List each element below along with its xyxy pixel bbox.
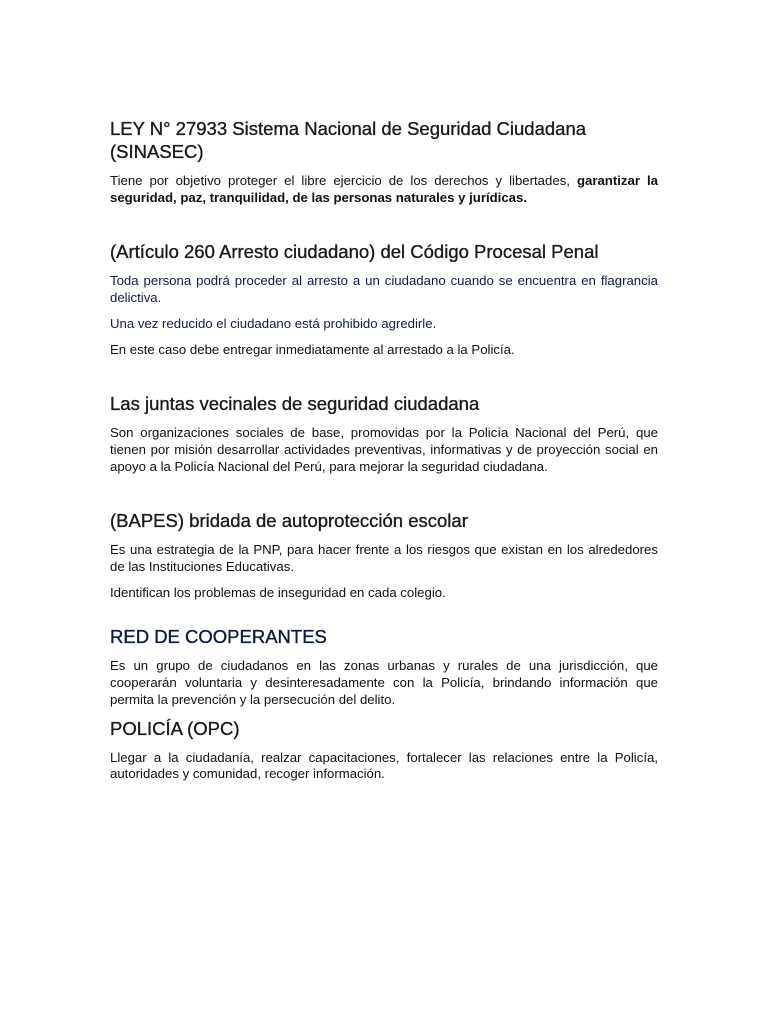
section-red-cooperantes	[110, 625, 658, 708]
paragraph-red-descripcion: Es un grupo de ciudadanos en las zonas urbanas y rurales de una jurisdicción, que cooperarán voluntaria y desinteresadamente con la Policía, brindando información que permita la prevención y la persecución del delito.	[110, 658, 658, 707]
document-page	[110, 117, 658, 783]
heading-red-cooperantes: RED DE COOPERANTES	[110, 626, 327, 648]
heading-articulo-260: (Artículo 260 Arresto ciudadano) del Código Procesal Penal	[110, 241, 599, 263]
paragraph-articulo-arresto: Toda persona podrá proceder al arresto a un ciudadano cuando se encuentra en flagrancia delictiva.	[110, 273, 658, 306]
paragraph-ley-text: Tiene por objetivo proteger el libre ejercicio de los derechos y libertades,	[110, 173, 577, 188]
heading-juntas-vecinales: Las juntas vecinales de seguridad ciudadana	[110, 393, 480, 415]
paragraph-bapes-estrategia: Es una estrategia de la PNP, para hacer frente a los riesgos que existan en los alrededores de las Instituciones Educativas.	[110, 542, 658, 575]
heading-bapes: (BAPES) bridada de autoprotección escolar	[110, 510, 468, 532]
paragraph-bapes-problemas: Identifican los problemas de inseguridad en cada colegio.	[110, 584, 446, 600]
paragraph-juntas-descripcion: Son organizaciones sociales de base, promovidas por la Policía Nacional del Perú, que tienen por misión desarrollar actividades preventivas, informativas y de proyección social en apoyo a la Policía Nacional del Perú, para mejorar la seguridad ciudadana.	[110, 425, 658, 474]
paragraph-ley-bold-text: garantizar la seguridad, paz, tranquilidad, de las personas naturales y jurídicas.	[110, 173, 658, 205]
section-ley-27933	[110, 117, 658, 206]
paragraph-opc-descripcion: Llegar a la ciudadanía, realzar capacitaciones, fortalecer las relaciones entre la Policía, autoridades y comunidad, recoger información.	[110, 749, 658, 782]
section-policia-opc	[110, 717, 658, 783]
section-bapes	[110, 509, 658, 601]
heading-policia-opc: POLICÍA (OPC)	[110, 717, 240, 739]
paragraph-ley-objetivo	[110, 173, 658, 206]
paragraph-articulo-prohibido: Una vez reducido el ciudadano está prohibido agredirle.	[110, 315, 437, 331]
paragraph-articulo-entregar: En este caso debe entregar inmediatamente al arrestado a la Policía.	[110, 341, 515, 357]
heading-ley-27933: LEY N° 27933 Sistema Nacional de Seguridad Ciudadana (SINASEC)	[110, 118, 587, 162]
section-articulo-260	[110, 240, 658, 358]
section-juntas-vecinales	[110, 392, 658, 475]
